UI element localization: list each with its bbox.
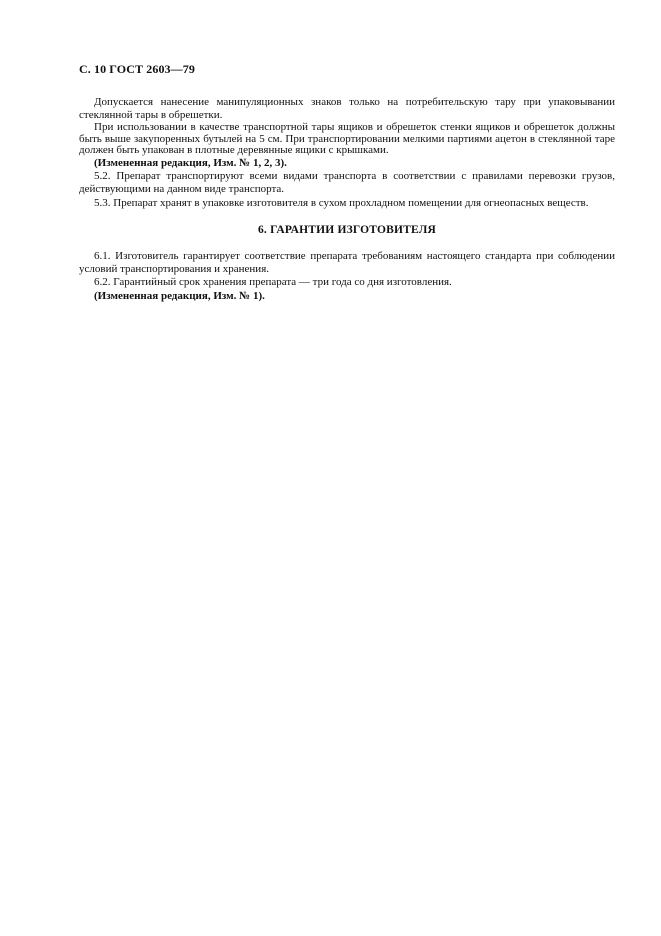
paragraph-6-2: 6.2. Гарантийный срок хранения препарата — три года со дня изготовления. xyxy=(94,276,452,289)
page-header: С. 10 ГОСТ 2603—79 xyxy=(79,62,195,76)
paragraph-transport-packaging: При использовании в качестве транспортной тары ящиков и обрешеток стенки ящиков и обрешеток должны быть выше закупоренных бутылей на 5 см. При транспортировании мелкими партиями ацетон в стеклянной таре должен быть упакован в плотные деревянные ящики с крышками. xyxy=(79,121,615,157)
paragraph-5-3: 5.3. Препарат хранят в упаковке изготовителя в сухом прохладном помещении для огнеопасных веществ. xyxy=(94,196,589,209)
amendment-note: (Измененная редакция, Изм. № 1). xyxy=(94,289,265,302)
paragraph-5-2: 5.2. Препарат транспортируют всеми видами транспорта в соответствии с правилами перевозки грузов, действующими на данном виде транспорта. xyxy=(79,170,615,196)
paragraph-6-1: 6.1. Изготовитель гарантирует соответствие препарата требованиям настоящего стандарта при соблюдении условий транспортирования и хранения. xyxy=(79,249,615,276)
section-heading: 6. ГАРАНТИИ ИЗГОТОВИТЕЛЯ xyxy=(257,223,437,236)
amendment-note: (Измененная редакция, Изм. № 1, 2, 3). xyxy=(94,156,287,169)
document-body xyxy=(79,96,615,303)
paragraph-marking: Допускается нанесение манипуляционных знаков только на потребительскую тару при упаковывании стеклянной тары в обрешетки. xyxy=(79,96,615,122)
